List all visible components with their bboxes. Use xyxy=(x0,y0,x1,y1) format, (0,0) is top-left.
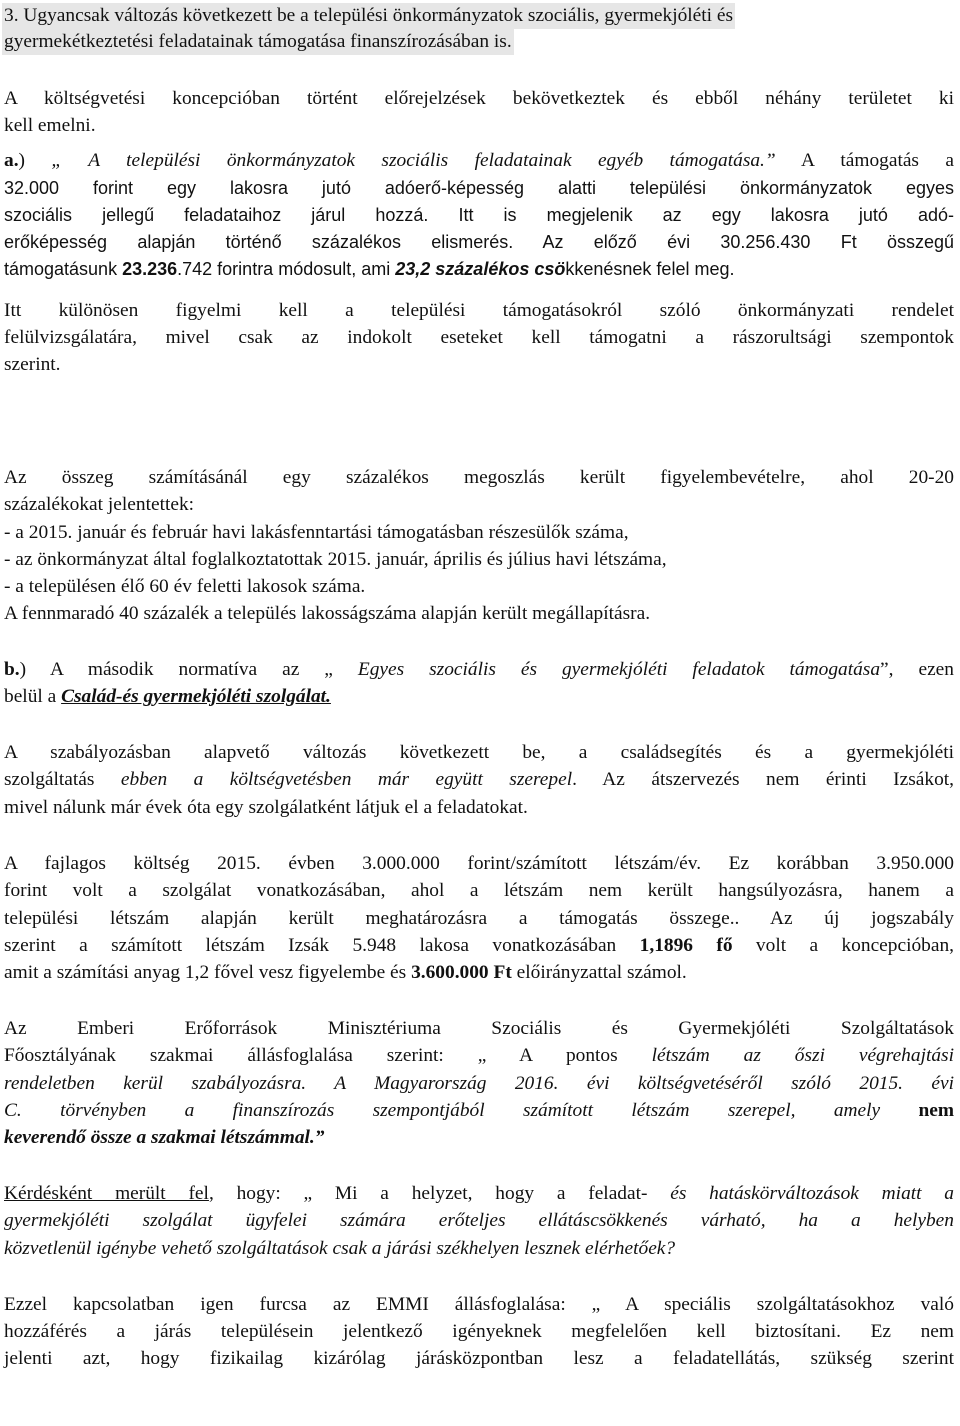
text-run: nem xyxy=(918,1100,954,1121)
text-run: 1,1896 fő xyxy=(639,935,733,956)
text-run: ) A második normatíva az „ xyxy=(19,659,358,680)
text-run: ”, ezen xyxy=(880,659,954,680)
text-run: előirányzattal számol. xyxy=(511,962,687,983)
text-line xyxy=(4,657,954,683)
text-line xyxy=(4,1346,954,1372)
text-line xyxy=(4,298,954,324)
text-line xyxy=(4,352,954,378)
text-run: A támogatás a xyxy=(775,150,954,171)
text-run: forint volt a szolgálat vonatkozásában, ahol a létszám nem került hangsúlyozásra, hanem a xyxy=(4,880,954,901)
text-run: közvetlenül igénybe vehető szolgáltatások csak a járási székhelyen lesznek elérhetőek? xyxy=(4,1238,676,1259)
text-run: 32.000 forint egy lakosra jutó adóerő-képesség alatti települési önkormányzatok egyes xyxy=(4,178,954,198)
text-run: amit a számítási anyag 1,2 fővel vesz figyelembe és xyxy=(4,962,412,983)
text-run: C. törvényben a finanszírozás szempontjából számított létszám szerepel, amely xyxy=(4,1100,919,1121)
text-run: ) xyxy=(18,150,52,171)
text-line xyxy=(4,547,954,573)
text-run: - az önkormányzat által foglalkoztatottak 2015. január, április és július havi létszáma, xyxy=(4,549,667,570)
text-run: szerint a számított létszám Izsák 5.948 lakosa vonatkozásában xyxy=(4,935,640,956)
text-run: Itt különösen figyelmi kell a települési támogatásokról szóló önkormányzati rendelet xyxy=(4,300,954,321)
text-run: volt a koncepcióban, xyxy=(732,935,955,956)
text-run: - a 2015. január és február havi lakásfenntartási támogatásban részesülők száma, xyxy=(4,522,629,543)
text-run: hozzáférés a járás településein jelentkező igényeknek megfelelően kell biztosítani. Ez nem xyxy=(4,1321,954,1342)
text-line xyxy=(4,574,954,600)
text-run: támogatásunk xyxy=(4,259,123,279)
text-line xyxy=(4,3,954,29)
text-run: és hatáskörváltozások miatt a xyxy=(670,1183,955,1204)
text-run: 23,2 százalékos csö xyxy=(395,259,566,279)
text-line xyxy=(4,520,954,546)
text-line xyxy=(4,1319,954,1345)
text-line xyxy=(4,1125,954,1151)
text-run: a. xyxy=(4,150,19,171)
text-line xyxy=(4,113,954,139)
text-run: kell emelni. xyxy=(4,115,96,136)
text-run: belül a xyxy=(4,686,62,707)
text-run: ebben a költségvetésben már együtt szerepel xyxy=(120,769,573,790)
text-line xyxy=(4,86,954,112)
text-run: jelenti azt, hogy fizikailag kizárólag járásközpontban lesz a feladatellátás, szükség szerint xyxy=(4,1348,954,1369)
text-line xyxy=(4,1098,954,1124)
text-run: Az összeg számításánál egy százalékos megoszlás került figyelembevételre, ahol 20-20 xyxy=(4,467,954,488)
text-line xyxy=(4,684,954,710)
text-run: „ A települési önkormányzatok szociális feladatainak egyéb támogatása.” xyxy=(51,150,776,171)
text-run: .742 forintra módosult, ami xyxy=(177,259,396,279)
text-run: gyermekjóléti szolgálat ügyfelei számára erőteljes ellátáscsökkenés várható, ha a helyben xyxy=(4,1210,954,1231)
text-run: százalékokat jelentettek: xyxy=(4,494,195,515)
text-line xyxy=(4,1236,954,1262)
text-line xyxy=(4,933,954,959)
text-run: A költségvetési koncepcióban történt előrejelzések bekövetkeztek és ebből néhány területet ki xyxy=(4,88,954,109)
text-run: , hogy: „ Mi a helyzet, hogy a feladat- xyxy=(208,1183,671,1204)
text-run: . Az átszervezés nem érinti Izsákot, xyxy=(572,769,955,790)
text-line xyxy=(4,492,954,518)
text-line xyxy=(4,229,954,256)
text-line xyxy=(4,148,954,174)
text-line xyxy=(4,878,954,904)
text-line xyxy=(4,740,954,766)
text-run: szerint. xyxy=(4,354,61,375)
text-line xyxy=(4,960,954,986)
text-run: felülvizsgálatára, mivel csak az indokolt eseteket kell támogatni a rászorultsági szempontok xyxy=(4,327,954,348)
text-line xyxy=(4,1181,954,1207)
text-line xyxy=(4,1016,954,1042)
text-run: települési létszám alapján került meghatározásra a támogatás összege.. Az új jogszabály xyxy=(4,908,954,929)
text-run: Kérdésként merült fel xyxy=(4,1183,209,1204)
text-line xyxy=(4,767,954,793)
text-run: erőképesség alapján történő százalékos elismerés. Az előző évi 30.256.430 Ft összegű xyxy=(4,232,954,252)
text-line xyxy=(4,1208,954,1234)
text-line xyxy=(4,1043,954,1069)
text-line xyxy=(4,465,954,491)
text-line xyxy=(4,1292,954,1318)
text-run: mivel nálunk már évek óta egy szolgálatként látjuk el a feladatokat. xyxy=(4,797,528,818)
text-line xyxy=(4,795,954,821)
text-run: 23.236 xyxy=(122,259,178,279)
text-run: b. xyxy=(4,659,20,680)
text-line xyxy=(4,906,954,932)
text-run: rendeletben kerül szabályozásra. A Magyarország 2016. évi költségvetéséről szóló 2015. évi xyxy=(4,1073,954,1094)
text-run: - a településen élő 60 év feletti lakosok száma. xyxy=(4,576,366,597)
text-run: gyermekétkeztetési feladatainak támogatása finanszírozásában is. xyxy=(2,29,514,55)
text-run: A fennmaradó 40 százalék a település lakosságszáma alapján került megállapításra. xyxy=(4,603,651,624)
text-line xyxy=(4,256,954,283)
text-run: Ezzel kapcsolatban igen furcsa az EMMI állásfoglalása: „ A speciális szolgáltatásokhoz való xyxy=(4,1294,954,1315)
text-run: létszám az őszi végrehajtási xyxy=(651,1045,954,1066)
text-run: szolgáltatás xyxy=(4,769,121,790)
text-run: kkenésnek felel meg. xyxy=(565,259,735,279)
text-line xyxy=(4,325,954,351)
text-run: keverendő össze a szakmai létszámmal.” xyxy=(4,1127,325,1148)
text-run: A szabályozásban alapvető változás következett be, a családsegítés és a gyermekjóléti xyxy=(4,742,954,763)
text-run: szociális jellegű feladataihoz járul hozzá. Itt is megjelenik az egy lakosra jutó adó- xyxy=(4,205,954,225)
text-line xyxy=(4,29,954,55)
text-run: Egyes szociális és gyermekjóléti feladatok támogatása xyxy=(357,659,881,680)
text-run: Család-és gyermekjóléti szolgálat. xyxy=(61,686,331,707)
text-run: 3.600.000 Ft xyxy=(411,962,512,983)
text-run: A fajlagos költség 2015. évben 3.000.000 forint/számított létszám/év. Ez korábban 3.950.000 xyxy=(4,853,954,874)
text-run: Főosztályának szakmai állásfoglalása szerint: „ A pontos xyxy=(4,1045,652,1066)
text-run: Az Emberi Erőforrások Minisztériuma Szociális és Gyermekjóléti Szolgáltatások xyxy=(4,1018,954,1039)
text-line xyxy=(4,601,954,627)
text-line xyxy=(4,1071,954,1097)
text-line xyxy=(4,202,954,229)
text-line xyxy=(4,175,954,202)
text-run: 3. Ugyancsak változás következett be a települési önkormányzatok szociális, gyermekjóléti és xyxy=(2,3,735,29)
text-line xyxy=(4,851,954,877)
